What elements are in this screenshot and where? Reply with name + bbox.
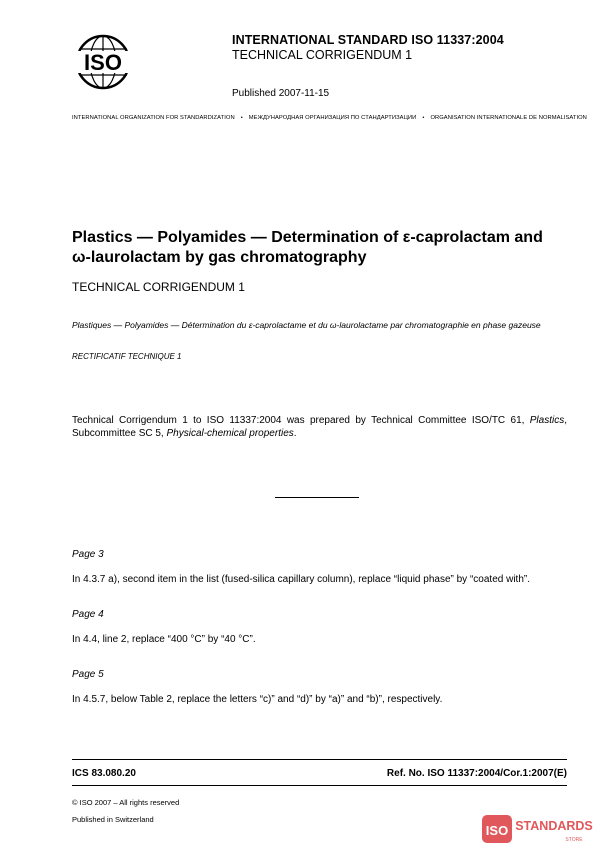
bullet-separator: •: [240, 115, 243, 121]
copyright-notice: © ISO 2007 – All rights reserved: [72, 798, 180, 807]
correction-text-3: In 4.3.7 a), second item in the list (fused-silica capillary column), replace “liquid phase” by “coated with”.: [72, 574, 530, 585]
separator-rule: [275, 497, 359, 498]
standards-store-watermark: [482, 814, 594, 846]
corrigendum-label: TECHNICAL CORRIGENDUM 1: [232, 48, 413, 62]
footer-rule-top: [72, 759, 567, 760]
correction-text-5: In 4.5.7, below Table 2, replace the letters “c)” and “d)” by “a)” and “b)”, respectively.: [72, 694, 443, 705]
page-heading-3: Page 3: [72, 549, 104, 560]
document-title: [72, 228, 572, 268]
intro-paragraph: [72, 414, 567, 440]
watermark-sub: STORE: [565, 837, 583, 843]
intro-subcommittee-name: Physical-chemical properties: [166, 428, 294, 439]
intro-text: , Subcommittee SC 5,: [72, 415, 567, 439]
org-name-en: INTERNATIONAL ORGANIZATION FOR STANDARDIZATION: [72, 115, 235, 121]
org-name-ru: МЕЖДУНАРОДНАЯ ОРГАНИЗАЦИЯ ПО СТАНДАРТИЗАЦИИ: [248, 115, 417, 121]
page-heading-4: Page 4: [72, 609, 104, 620]
french-title: Plastiques — Polyamides — Détermination du ε-caprolactame et du ω-laurolactame par chromatographie en phase gazeuse: [72, 320, 541, 330]
title-line-2: ω-laurolactam by gas chromatography: [72, 249, 367, 266]
ics-code: ICS 83.080.20: [72, 768, 136, 779]
watermark-badge-text: ISO: [485, 823, 509, 838]
standard-title: INTERNATIONAL STANDARD ISO 11337:2004: [232, 33, 504, 47]
page-heading-5: Page 5: [72, 669, 104, 680]
iso-logo: [70, 33, 136, 91]
reference-number: Ref. No. ISO 11337:2004/Cor.1:2007(E): [386, 768, 567, 779]
footer-rule-bottom: [72, 785, 567, 786]
organization-line: [72, 115, 587, 121]
title-line-1: Plastics — Polyamides — Determination of ε-caprolactam and: [72, 229, 543, 246]
published-in: Published in Switzerland: [72, 815, 154, 824]
iso-logo-text: ISO: [84, 50, 122, 75]
technical-corrigendum-label: TECHNICAL CORRIGENDUM 1: [72, 280, 245, 294]
correction-text-4: In 4.4, line 2, replace “400 °C” by “40 °C”.: [72, 634, 256, 645]
intro-text: .: [293, 428, 297, 439]
intro-committee-name: Plastics: [529, 415, 565, 426]
watermark-word: STANDARDS: [515, 819, 593, 833]
published-date: Published 2007-11-15: [232, 88, 330, 99]
intro-text: Technical Corrigendum 1 to ISO 11337:2004 was prepared by Technical Committee ISO/TC 61,: [72, 415, 530, 426]
org-name-fr: ORGANISATION INTERNATIONALE DE NORMALISATION: [430, 115, 587, 121]
bullet-separator: •: [422, 115, 425, 121]
french-corrigendum-label: RECTIFICATIF TECHNIQUE 1: [72, 352, 182, 361]
